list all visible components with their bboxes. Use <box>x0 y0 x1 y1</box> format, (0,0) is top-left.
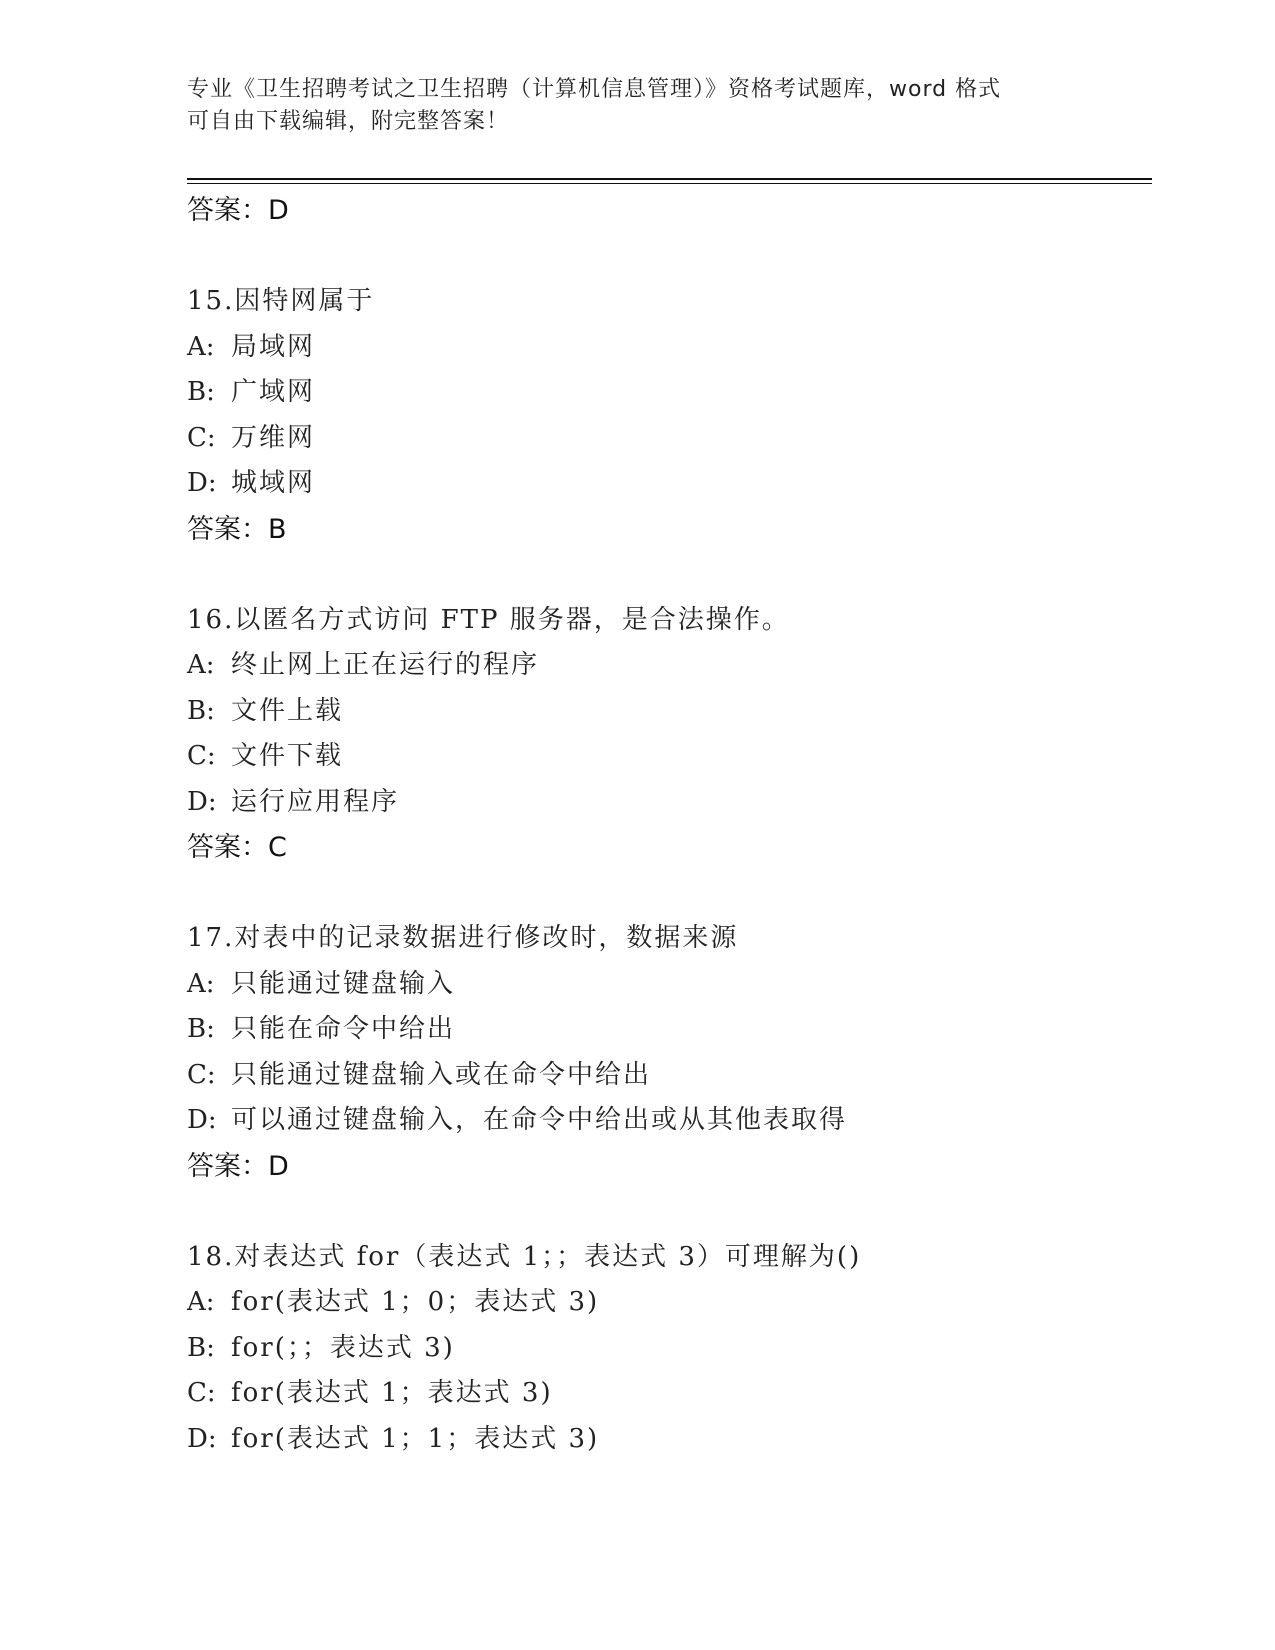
option-text: for(表达式 1；0；表达式 3) <box>231 1287 600 1317</box>
question-list <box>187 188 1147 1462</box>
answer: 答案：B <box>187 513 287 545</box>
option-label: B: <box>187 1332 215 1363</box>
spacer <box>187 1189 1147 1235</box>
question-stem: 17.对表中的记录数据进行修改时，数据来源 <box>187 923 739 953</box>
option-text: for(表达式 1；表达式 3) <box>231 1378 553 1408</box>
option-a <box>187 643 1147 689</box>
option-a <box>187 325 1147 371</box>
option-label: A: <box>187 1287 215 1317</box>
option-text: 运行应用程序 <box>231 786 400 817</box>
option-c <box>187 416 1147 462</box>
question-18 <box>187 1235 1147 1463</box>
header-rule-thick <box>187 178 1152 180</box>
option-text: 城域网 <box>231 468 316 498</box>
option-d <box>187 1417 1147 1463</box>
option-text: 文件上载 <box>231 695 344 726</box>
spacer <box>187 234 1147 280</box>
option-a <box>187 962 1147 1008</box>
option-text: for(；；表达式 3) <box>231 1332 455 1363</box>
option-label: D: <box>187 1423 217 1454</box>
question-16 <box>187 598 1147 871</box>
question-stem: 15.因特网属于 <box>187 286 375 316</box>
option-label: C: <box>187 741 216 771</box>
option-label: D: <box>187 468 217 498</box>
option-text: 只能在命令中给出 <box>231 1014 456 1044</box>
option-label: C: <box>187 1059 216 1090</box>
spacer <box>187 871 1147 917</box>
previous-answer: 答案：D <box>187 195 289 226</box>
option-b <box>187 370 1147 416</box>
option-text: 只能通过键盘输入或在命令中给出 <box>231 1059 652 1090</box>
option-text: 文件下载 <box>231 741 344 771</box>
option-label: A: <box>187 331 215 362</box>
option-label: A: <box>187 968 215 999</box>
header-line-1: 专业《卫生招聘考试之卫生招聘（计算机信息管理）》资格考试题库，word 格式 <box>187 77 1002 102</box>
option-d <box>187 780 1147 826</box>
document-header <box>187 74 1087 138</box>
question-stem: 18.对表达式 for（表达式 1；；表达式 3）可理解为() <box>187 1241 862 1272</box>
option-c <box>187 1371 1147 1417</box>
option-text: 万维网 <box>231 422 316 453</box>
option-b <box>187 1007 1147 1053</box>
option-label: A: <box>187 650 215 680</box>
option-label: B: <box>187 1014 215 1044</box>
answer: 答案：C <box>187 832 287 863</box>
option-text: 广域网 <box>231 377 316 407</box>
option-c <box>187 1053 1147 1099</box>
option-text: 可以通过键盘输入，在命令中给出或从其他表取得 <box>231 1105 848 1135</box>
question-15 <box>187 279 1147 552</box>
option-a <box>187 1280 1147 1326</box>
answer: 答案：D <box>187 1150 289 1182</box>
option-label: D: <box>187 786 217 817</box>
option-c <box>187 734 1147 780</box>
option-text: for(表达式 1；1；表达式 3) <box>231 1423 600 1454</box>
option-d <box>187 461 1147 507</box>
option-label: B: <box>187 695 215 726</box>
spacer <box>187 552 1147 598</box>
option-text: 只能通过键盘输入 <box>231 968 456 999</box>
option-b <box>187 1326 1147 1372</box>
option-label: C: <box>187 422 216 453</box>
option-text: 终止网上正在运行的程序 <box>231 650 540 680</box>
option-d <box>187 1098 1147 1144</box>
header-rule-thin <box>187 183 1152 184</box>
option-label: C: <box>187 1378 216 1408</box>
question-stem: 16.以匿名方式访问 FTP 服务器，是合法操作。 <box>187 604 790 635</box>
option-label: B: <box>187 377 215 407</box>
option-text: 局域网 <box>231 331 316 362</box>
option-label: D: <box>187 1105 217 1135</box>
option-b <box>187 689 1147 735</box>
question-17 <box>187 916 1147 1189</box>
header-line-2: 可自由下载编辑，附完整答案！ <box>187 109 510 134</box>
